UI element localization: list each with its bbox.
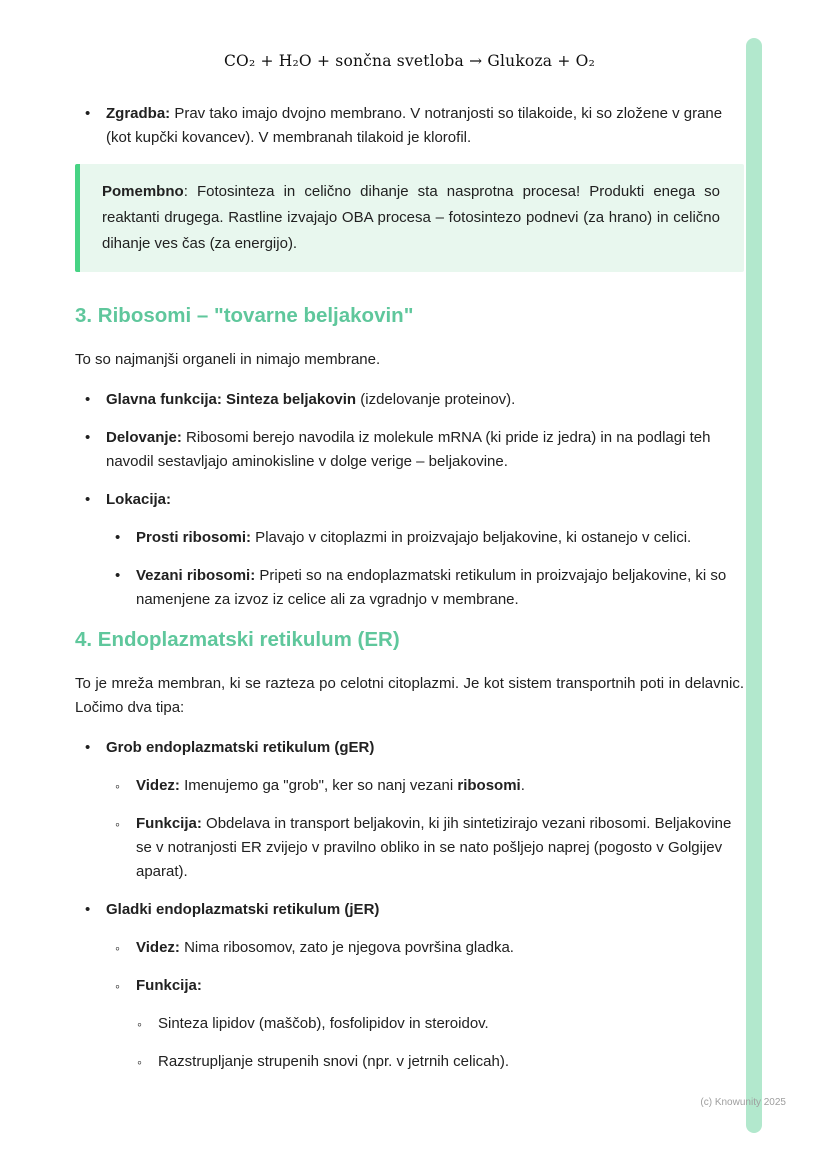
bold-text-run: Lokacija: (106, 491, 172, 508)
bold-text-run: Grob endoplazmatski retikulum (gER) (106, 739, 375, 756)
list-item (75, 102, 744, 150)
text-run: Ribosomi berejo navodila iz molekule mRNA (ki pride iz jedra) in na podlagi teh navodil sestavljajo aminokisline v dolge verige – beljakovine. (106, 429, 711, 470)
bold-text-run: ribosomi (457, 777, 521, 794)
bold-text-run: Videz: (136, 777, 180, 794)
paragraph (75, 348, 744, 372)
bullet-list (75, 102, 744, 150)
list-item-text (158, 1050, 744, 1074)
disc-bullet-marker: • (85, 105, 91, 122)
list-item (75, 1012, 744, 1036)
disc-bullet-marker: • (85, 491, 91, 508)
text-run: Nima ribosomov, zato je njegova površina gladka. (179, 939, 514, 956)
list-item-text (106, 736, 744, 760)
page-edge-stripe (746, 38, 762, 1133)
text-run: Pripeti so na endoplazmatski retikulum in proizvajajo beljakovine, ki so namenjene za izvoz iz celice ali za vgradnjo v membrane. (136, 567, 727, 608)
callout-text (102, 179, 720, 257)
list-item-text (106, 488, 744, 512)
callout-box (75, 164, 744, 272)
list-item (75, 526, 744, 550)
list-item (75, 564, 744, 612)
list-item (75, 426, 744, 474)
circle-bullet-marker: ◦ (115, 816, 120, 832)
text-run: Obdelava in transport beljakovin, ki jih sintetizirajo vezani ribosomi. Beljakovine se v notranjosti ER zvijejo v pravilno obliko in se nato pošljejo naprej (pogosto v Golgijev aparat). (136, 815, 732, 880)
text-run: Imenujemo ga "grob", ker so nanj vezani (179, 777, 458, 794)
disc-bullet-marker: • (85, 429, 91, 446)
bold-text-run: Funkcija: (136, 815, 202, 832)
list-item-text (106, 426, 744, 474)
circle-bullet-marker: ◦ (137, 1054, 142, 1070)
disc-bullet-marker: • (85, 739, 91, 756)
list-item (75, 388, 744, 412)
bold-text-run: Vezani ribosomi: (136, 567, 256, 584)
text-run: : Fotosinteza in celično dihanje sta nasprotna procesa! Produkti enega so reaktanti drugega. Rastline izvajajo OBA procesa – fotosintezo podnevi (za hrano) in celično dihanje ves čas (za energijo). (102, 183, 720, 252)
list-item (75, 736, 744, 760)
bold-text-run: Videz: (136, 939, 180, 956)
list-item-text (158, 1012, 744, 1036)
list-item (75, 1050, 744, 1074)
text-run: Razstrupljanje strupenih snovi (npr. v jetrnih celicah). (158, 1053, 509, 1070)
chemical-equation: CO₂ + H₂O + sončna svetloba → Glukoza + O₂ (223, 52, 596, 70)
list-item-text (136, 564, 744, 612)
text-run: Plavajo v citoplazmi in proizvajajo beljakovine, ki ostanejo v celici. (251, 529, 692, 546)
list-item-text (136, 774, 744, 798)
section-heading: 3. Ribosomi – "tovarne beljakovin" (75, 304, 414, 327)
bold-text-run: Glavna funkcija: Sinteza beljakovin (106, 391, 357, 408)
circle-bullet-marker: ◦ (115, 940, 120, 956)
list-item (75, 898, 744, 922)
circle-bullet-marker: ◦ (115, 778, 120, 794)
bold-text-run: Delovanje: (106, 429, 182, 446)
text-run: . (520, 777, 525, 794)
text-run: (izdelovanje proteinov). (356, 391, 516, 408)
list-item-text (136, 526, 744, 550)
text-run: To so najmanjši organeli in nimajo membrane. (75, 351, 381, 368)
list-item-text (106, 898, 744, 922)
list-item (75, 936, 744, 960)
bold-text-run: Funkcija: (136, 977, 202, 994)
document-content (75, 102, 744, 1074)
list-item-text (106, 102, 744, 150)
bullet-list (75, 388, 744, 612)
disc-bullet-marker: • (85, 391, 91, 408)
bullet-list (75, 736, 744, 1074)
circle-bullet-marker: ◦ (137, 1016, 142, 1032)
list-item (75, 974, 744, 998)
list-item (75, 488, 744, 512)
disc-bullet-marker: • (115, 567, 121, 584)
bold-text-run: Gladki endoplazmatski retikulum (jER) (106, 901, 380, 918)
list-item-text (136, 812, 744, 884)
copyright-notice: (c) Knowunity 2025 (700, 1097, 786, 1108)
section-heading: 4. Endoplazmatski retikulum (ER) (75, 628, 400, 651)
circle-bullet-marker: ◦ (115, 978, 120, 994)
disc-bullet-marker: • (85, 901, 91, 918)
list-item (75, 812, 744, 884)
bold-text-run: Pomembno (102, 183, 184, 200)
list-item (75, 774, 744, 798)
list-item-text (106, 388, 744, 412)
list-item-text (136, 974, 744, 998)
bold-text-run: Zgradba: (106, 105, 171, 122)
list-item-text (136, 936, 744, 960)
text-run: Sinteza lipidov (maščob), fosfolipidov in steroidov. (158, 1015, 489, 1032)
text-run: To je mreža membran, ki se razteza po celotni citoplazmi. Je kot sistem transportnih poti in delavnic. Ločimo dva tipa: (75, 675, 744, 716)
disc-bullet-marker: • (115, 529, 121, 546)
text-run: Prav tako imajo dvojno membrano. V notranjosti so tilakoide, ki so zložene v grane (kot kupčki kovancev). V membranah tilakoid je klorofil. (106, 105, 723, 146)
paragraph (75, 672, 744, 720)
bold-text-run: Prosti ribosomi: (136, 529, 252, 546)
